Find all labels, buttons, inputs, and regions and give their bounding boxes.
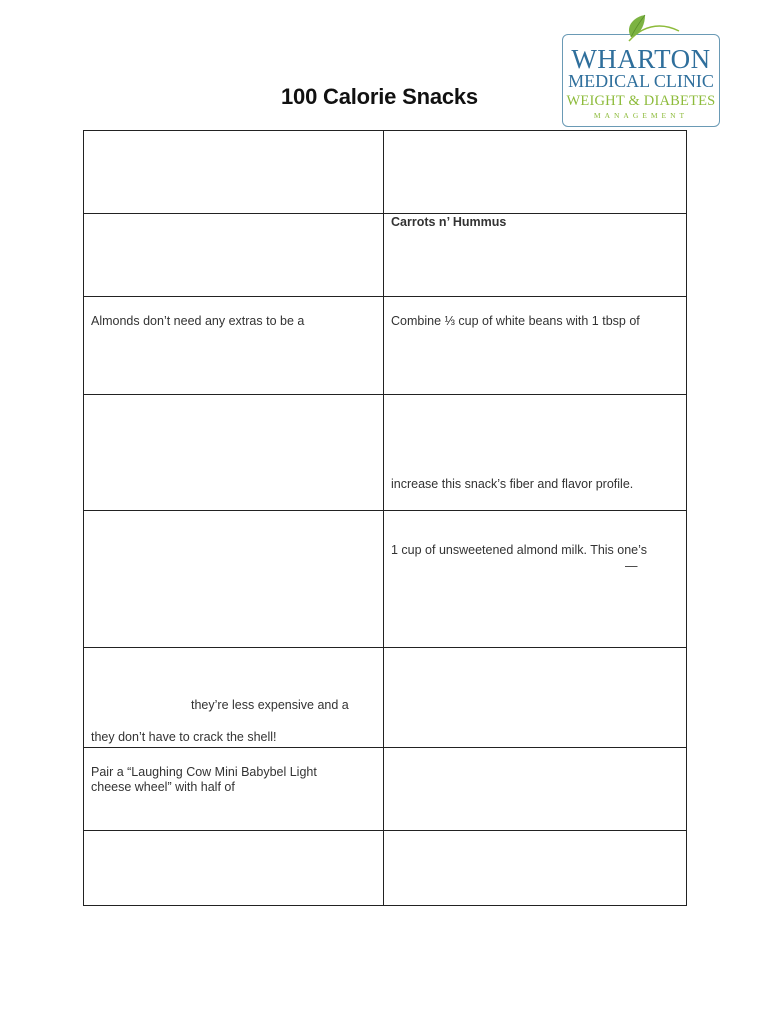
cell-text: Combine ⅓ cup of white beans with 1 tbsp of xyxy=(391,314,640,328)
cell-text: increase this snack’s fiber and flavor profile. xyxy=(391,477,634,491)
table-row xyxy=(84,214,687,297)
table-row xyxy=(84,648,687,748)
table-cell-right xyxy=(384,131,687,214)
table-cell-left xyxy=(84,131,384,214)
cell-text: Pair a “Laughing Cow Mini Babybel Light xyxy=(91,765,317,779)
logo-line-medical-clinic: MEDICAL CLINIC xyxy=(568,71,714,91)
logo-line-management: MANAGEMENT xyxy=(593,111,689,120)
cell-text: 1 cup of unsweetened almond milk. This one’s xyxy=(391,543,647,557)
leaf-icon xyxy=(621,13,681,43)
cell-text: they’re less expensive and a xyxy=(191,698,349,712)
page-title: 100 Calorie Snacks xyxy=(281,84,478,109)
cell-text-dash: — xyxy=(625,559,638,573)
table-cell-right xyxy=(384,648,687,748)
table-cell-right xyxy=(384,748,687,831)
table-cell-left xyxy=(84,648,384,748)
table-cell-left xyxy=(84,214,384,297)
table-cell-right xyxy=(384,831,687,906)
table-row xyxy=(84,511,687,648)
table-cell-right xyxy=(384,395,687,511)
table-cell-right xyxy=(384,214,687,297)
logo-line-weight-diabetes: WEIGHT & DIABETES xyxy=(566,93,716,109)
table-cell-right xyxy=(384,297,687,395)
table-row xyxy=(84,297,687,395)
snacks-table xyxy=(83,130,687,906)
cell-text: cheese wheel” with half of xyxy=(91,780,235,794)
cell-text: they don’t have to crack the shell! xyxy=(91,730,277,744)
clinic-logo xyxy=(562,34,720,127)
cell-text: Almonds don’t need any extras to be a xyxy=(91,314,305,328)
table-cell-right xyxy=(384,511,687,648)
snack-heading-carrots-hummus: Carrots n’ Hummus xyxy=(391,215,507,229)
table-row xyxy=(84,131,687,214)
table-row xyxy=(84,831,687,906)
table-row xyxy=(84,395,687,511)
table-cell-left xyxy=(84,297,384,395)
table-cell-left xyxy=(84,748,384,831)
table-row xyxy=(84,748,687,831)
table-cell-left xyxy=(84,831,384,906)
logo-line-wharton: WHARTON xyxy=(571,44,711,74)
table-cell-left xyxy=(84,395,384,511)
table-cell-left xyxy=(84,511,384,648)
